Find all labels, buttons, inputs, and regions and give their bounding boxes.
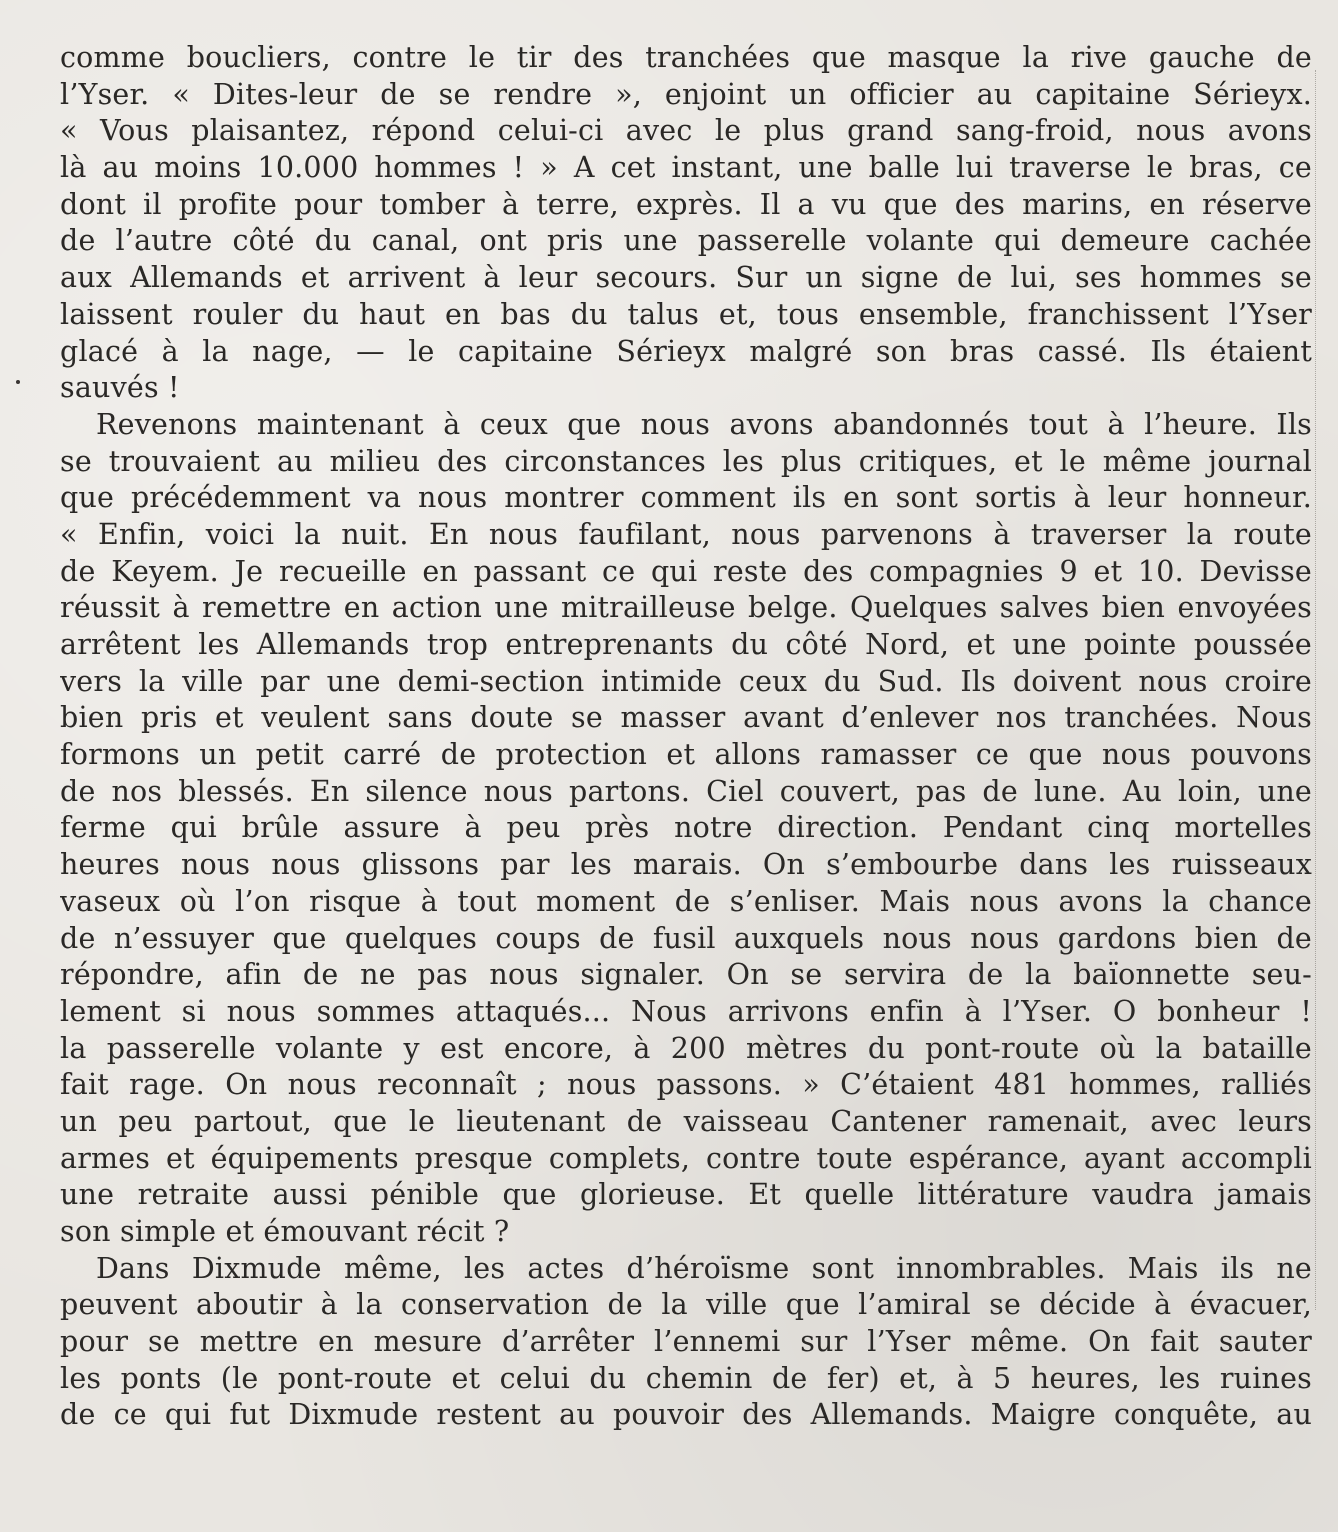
text-line: son simple et émouvant récit ?	[60, 1215, 510, 1248]
body-text	[60, 40, 1312, 1434]
text-line: de n’essuyer que quelques coups de fusil auxquels nous nous gardons bien de	[60, 921, 1312, 955]
text-line: sauvés !	[60, 371, 180, 405]
text-line: aux Allemands et arrivent à leur secours. Sur un signe de lui, ses hommes se	[60, 261, 1312, 295]
text-line: l’Yser. « Dites-leur de se rendre », enjoint un officier au capitaine Sérieyx.	[60, 77, 1312, 111]
text-line: la passerelle volante y est encore, à 200 mètres du pont-route où la bataille	[60, 1031, 1312, 1065]
paragraph-1	[60, 40, 1312, 407]
paragraph-3	[60, 1251, 1312, 1434]
text-line: fait rage. On nous reconnaît ; nous passons. » C’étaient 481 hommes, ralliés	[60, 1068, 1312, 1102]
text-line: dont il profite pour tomber à terre, exprès. Il a vu que des marins, en réserve	[60, 187, 1312, 221]
text-line: vaseux où l’on risque à tout moment de s’enliser. Mais nous avons la chance	[60, 884, 1312, 918]
text-line: pour se mettre en mesure d’arrêter l’ennemi sur l’Yser même. On fait sauter	[60, 1325, 1312, 1359]
text-line: de nos blessés. En silence nous partons. Ciel couvert, pas de lune. Au loin, une	[60, 774, 1312, 808]
text-line: là au moins 10.000 hommes ! » A cet instant, une balle lui traverse le bras, ce	[60, 151, 1312, 185]
text-line: « Vous plaisantez, répond celui-ci avec le plus grand sang-froid, nous avons	[60, 114, 1312, 148]
text-line: une retraite aussi pénible que glorieuse. Et quelle littérature vaudra jamais	[60, 1178, 1312, 1212]
text-line: que précédemment va nous montrer comment ils en sont sortis à leur honneur.	[60, 481, 1312, 515]
text-line: heures nous nous glissons par les marais. On s’embourbe dans les ruisseaux	[60, 848, 1312, 882]
text-line: peuvent aboutir à la conservation de la ville que l’amiral se décide à évacuer,	[60, 1288, 1312, 1322]
text-line: laissent rouler du haut en bas du talus et, tous ensemble, franchissent l’Yser	[60, 297, 1312, 331]
text-line: répondre, afin de ne pas nous signaler. On se servira de la baïonnette seu-	[60, 958, 1312, 992]
text-line: armes et équipements presque complets, contre toute espérance, ayant accompli	[60, 1141, 1312, 1175]
text-line: comme boucliers, contre le tir des tranchées que masque la rive gauche de	[60, 41, 1312, 74]
page-edge-shadow	[1313, 70, 1316, 1310]
text-line: se trouvaient au milieu des circonstances les plus critiques, et le même journal	[60, 444, 1312, 478]
text-line: « Enfin, voici la nuit. En nous faufilant, nous parvenons à traverser la route	[60, 517, 1312, 551]
text-line: formons un petit carré de protection et allons ramasser ce que nous pouvons	[60, 738, 1312, 772]
text-line: réussit à remettre en action une mitrailleuse belge. Quelques salves bien envoyées	[60, 591, 1312, 625]
text-line: ferme qui brûle assure à peu près notre direction. Pendant cinq mortelles	[60, 811, 1312, 845]
text-line: vers la ville par une demi-section intimide ceux du Sud. Ils doivent nous croire	[60, 664, 1312, 698]
text-line: arrêtent les Allemands trop entreprenants du côté Nord, et une pointe poussée	[60, 628, 1312, 661]
text-line: glacé à la nage, — le capitaine Sérieyx malgré son bras cassé. Ils étaient	[60, 334, 1312, 368]
text-line: lement si nous sommes attaqués... Nous arrivons enfin à l’Yser. O bonheur !	[60, 994, 1312, 1028]
text-line: Revenons maintenant à ceux que nous avons abandonnés tout à l’heure. Ils	[96, 407, 1312, 441]
text-line: Dans Dixmude même, les actes d’héroïsme sont innombrables. Mais ils ne	[96, 1251, 1312, 1285]
text-line: bien pris et veulent sans doute se masser avant d’enlever nos tranchées. Nous	[60, 701, 1312, 735]
text-line: de Keyem. Je recueille en passant ce qui reste des compagnies 9 et 10. Devisse	[60, 554, 1312, 588]
paragraph-2	[60, 407, 1312, 1251]
text-line: un peu partout, que le lieutenant de vaisseau Cantener ramenait, avec leurs	[60, 1104, 1312, 1138]
text-line: de l’autre côté du canal, ont pris une passerelle volante qui demeure cachée	[60, 224, 1312, 258]
text-line: les ponts (le pont-route et celui du chemin de fer) et, à 5 heures, les ruines	[60, 1361, 1312, 1395]
text-line: de ce qui fut Dixmude restent au pouvoir des Allemands. Maigre conquête, au	[60, 1398, 1312, 1432]
ink-speck	[16, 380, 20, 384]
